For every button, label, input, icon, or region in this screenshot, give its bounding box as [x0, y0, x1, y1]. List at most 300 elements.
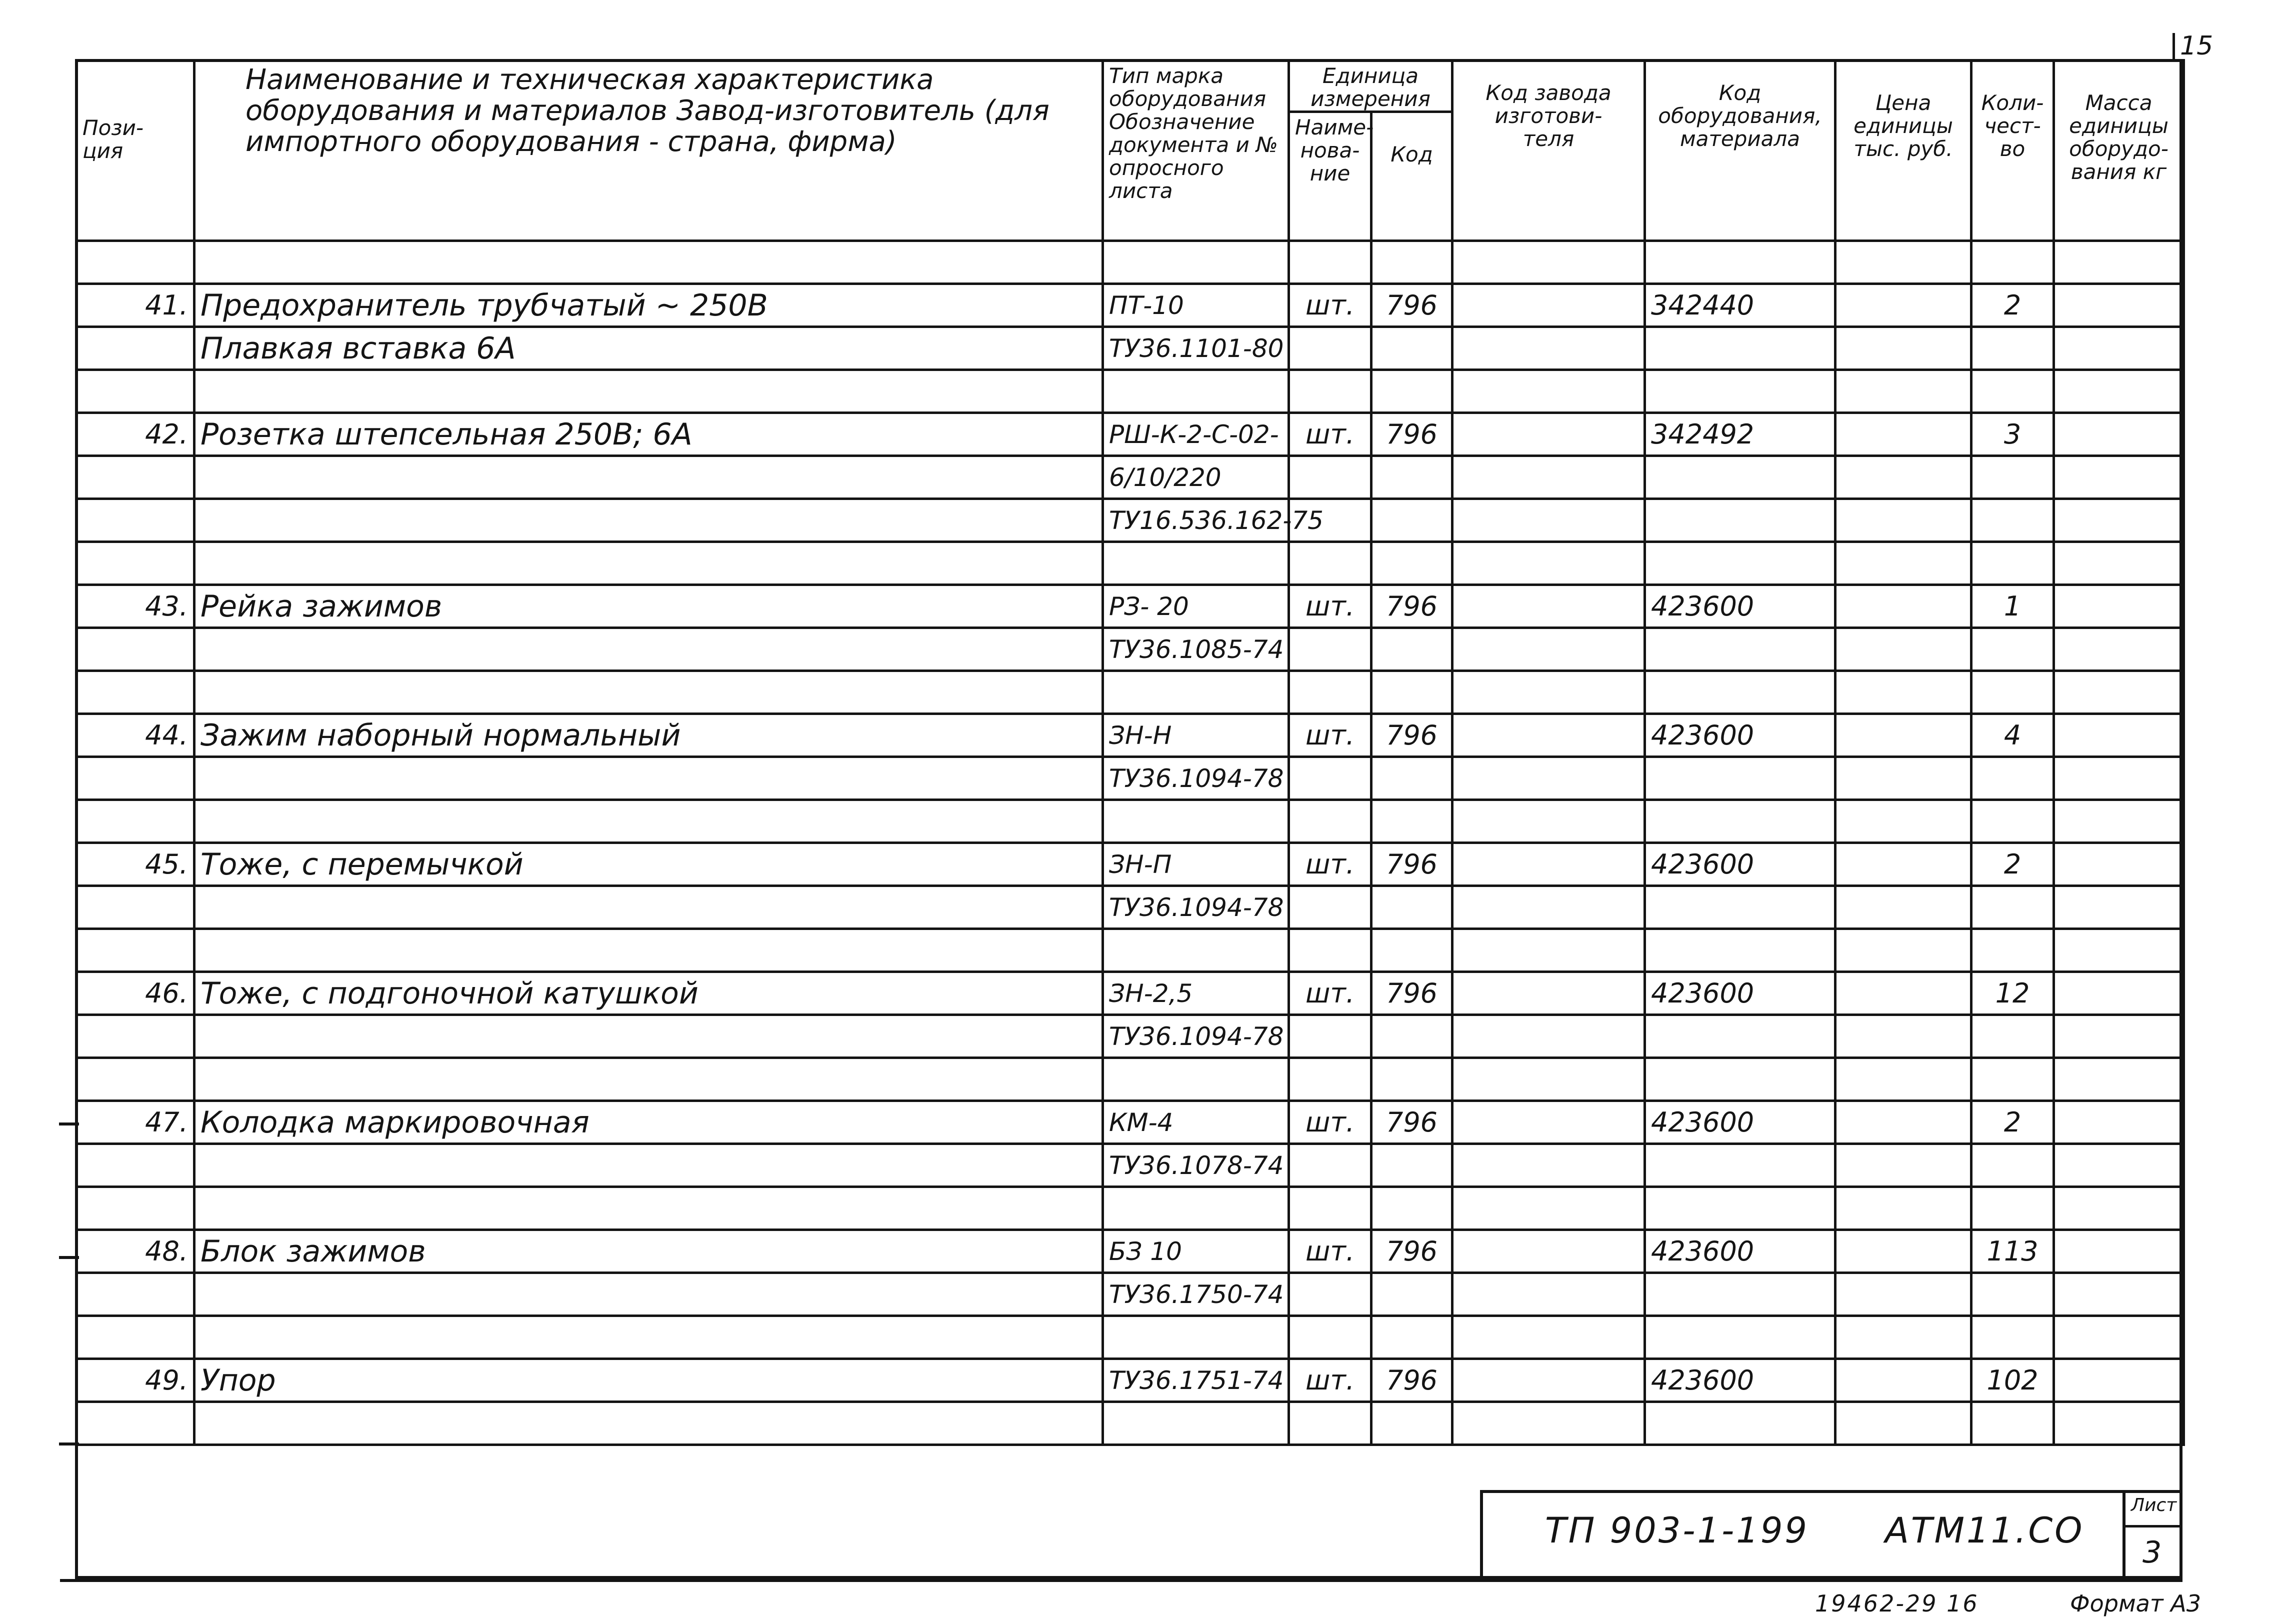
- row-type: [1103, 1316, 1289, 1359]
- row-plant-code: [1452, 1402, 1645, 1445]
- row-quantity: [1972, 499, 2054, 542]
- row-unit-code: [1372, 542, 1452, 585]
- row-type: ТУ36.1085-74: [1103, 628, 1289, 671]
- row-mass: [2054, 929, 2184, 972]
- header-type: Тип марка оборудования Обозначение документа и № опросного листа: [1103, 60, 1289, 241]
- row-mass: [2054, 972, 2184, 1015]
- row-price: [1836, 241, 1972, 284]
- row-type: 6/10/220: [1103, 456, 1289, 499]
- header-unit-name: Наиме- нова- ние: [1289, 112, 1372, 241]
- row-name: Розетка штепсельная 250В; 6А: [194, 413, 1103, 456]
- row-plant-code: [1452, 1316, 1645, 1359]
- table-row: [76, 1015, 2184, 1058]
- header-price: Цена единицы тыс. руб.: [1836, 60, 1972, 241]
- row-quantity: [1972, 1402, 2054, 1445]
- row-quantity: 2: [1972, 843, 2054, 886]
- row-mass: [2054, 757, 2184, 800]
- row-plant-code: [1452, 327, 1645, 370]
- row-unit-code: 796: [1372, 284, 1452, 327]
- row-price: [1836, 1058, 1972, 1101]
- row-mass: [2054, 1015, 2184, 1058]
- row-type: ТУ36.1094-78: [1103, 886, 1289, 929]
- row-quantity: [1972, 1316, 2054, 1359]
- row-plant-code: [1452, 671, 1645, 714]
- row-quantity: [1972, 800, 2054, 843]
- table-row: [76, 1101, 2184, 1144]
- row-name: [194, 1015, 1103, 1058]
- row-type: ТУ36.1094-78: [1103, 1015, 1289, 1058]
- row-type: ЗН-Н: [1103, 714, 1289, 757]
- format-label: Формат А3: [2070, 1590, 2201, 1617]
- row-price: [1836, 499, 1972, 542]
- row-quantity: [1972, 1273, 2054, 1316]
- row-material-code: [1645, 757, 1836, 800]
- row-position: 49.: [76, 1359, 194, 1402]
- row-position: [76, 671, 194, 714]
- row-mass: [2054, 671, 2184, 714]
- row-position: [76, 929, 194, 972]
- row-unit-code: 796: [1372, 585, 1452, 628]
- table-row: [76, 241, 2184, 284]
- row-quantity: [1972, 1187, 2054, 1230]
- row-unit-code: [1372, 1144, 1452, 1187]
- table-row: [76, 886, 2184, 929]
- table-row: [76, 370, 2184, 413]
- row-mass: [2054, 1144, 2184, 1187]
- row-mass: [2054, 499, 2184, 542]
- row-plant-code: [1452, 1273, 1645, 1316]
- row-material-code: [1645, 1402, 1836, 1445]
- row-type: ТУ36.1750-74: [1103, 1273, 1289, 1316]
- row-unit-name: [1289, 671, 1372, 714]
- row-price: [1836, 972, 1972, 1015]
- row-name: Блок зажимов: [194, 1230, 1103, 1273]
- row-price: [1836, 843, 1972, 886]
- row-unit-code: 796: [1372, 1101, 1452, 1144]
- row-unit-name: шт.: [1289, 1230, 1372, 1273]
- row-position: [76, 1273, 194, 1316]
- row-unit-name: шт.: [1289, 585, 1372, 628]
- row-quantity: [1972, 671, 2054, 714]
- row-type: ТУ36.1094-78: [1103, 757, 1289, 800]
- row-price: [1836, 1187, 1972, 1230]
- row-unit-name: шт.: [1289, 413, 1372, 456]
- row-name: [194, 542, 1103, 585]
- row-name: [194, 757, 1103, 800]
- row-price: [1836, 327, 1972, 370]
- row-unit-name: [1289, 800, 1372, 843]
- row-material-code: [1645, 241, 1836, 284]
- header-unit-code: Код: [1372, 112, 1452, 241]
- sheet-number: 3: [2142, 1535, 2162, 1570]
- row-quantity: 4: [1972, 714, 2054, 757]
- row-position: [76, 1187, 194, 1230]
- row-position: [76, 1058, 194, 1101]
- row-position: [76, 542, 194, 585]
- row-type: [1103, 1058, 1289, 1101]
- table-row: [76, 757, 2184, 800]
- row-unit-code: [1372, 1015, 1452, 1058]
- row-type: [1103, 929, 1289, 972]
- row-unit-code: [1372, 671, 1452, 714]
- row-price: [1836, 1015, 1972, 1058]
- row-price: [1836, 714, 1972, 757]
- row-position: [76, 327, 194, 370]
- row-material-code: 423600: [1645, 1359, 1836, 1402]
- row-unit-name: [1289, 1144, 1372, 1187]
- row-mass: [2054, 1359, 2184, 1402]
- row-position: 43.: [76, 585, 194, 628]
- row-type: [1103, 1187, 1289, 1230]
- sheet-label: Лист: [2131, 1495, 2177, 1516]
- row-material-code: [1645, 929, 1836, 972]
- table-row: [76, 413, 2184, 456]
- header-material-code: Код оборудования, материала: [1645, 60, 1836, 241]
- row-type: ТУ36.1078-74: [1103, 1144, 1289, 1187]
- row-position: 47.: [76, 1101, 194, 1144]
- row-mass: [2054, 1101, 2184, 1144]
- row-name: Упор: [194, 1359, 1103, 1402]
- specification-table: [75, 59, 2185, 1446]
- row-quantity: [1972, 1058, 2054, 1101]
- row-type: [1103, 542, 1289, 585]
- row-material-code: 423600: [1645, 1230, 1836, 1273]
- table-row: [76, 456, 2184, 499]
- row-unit-name: [1289, 886, 1372, 929]
- row-material-code: [1645, 671, 1836, 714]
- row-unit-code: [1372, 327, 1452, 370]
- row-price: [1836, 1273, 1972, 1316]
- row-price: [1836, 1144, 1972, 1187]
- table-row: [76, 1230, 2184, 1273]
- row-name: [194, 1058, 1103, 1101]
- row-name: [194, 456, 1103, 499]
- row-type: [1103, 370, 1289, 413]
- row-name: Зажим наборный нормальный: [194, 714, 1103, 757]
- row-material-code: [1645, 1144, 1836, 1187]
- row-plant-code: [1452, 1144, 1645, 1187]
- table-row: [76, 714, 2184, 757]
- row-plant-code: [1452, 499, 1645, 542]
- table-row: [76, 1402, 2184, 1445]
- row-unit-code: [1372, 1402, 1452, 1445]
- row-unit-name: [1289, 1187, 1372, 1230]
- row-position: [76, 886, 194, 929]
- table-row: [76, 1316, 2184, 1359]
- row-type: [1103, 1402, 1289, 1445]
- row-plant-code: [1452, 757, 1645, 800]
- row-unit-code: [1372, 628, 1452, 671]
- row-material-code: [1645, 800, 1836, 843]
- row-quantity: [1972, 241, 2054, 284]
- row-type: ЗН-2,5: [1103, 972, 1289, 1015]
- row-price: [1836, 800, 1972, 843]
- row-name: Плавкая вставка 6А: [194, 327, 1103, 370]
- row-quantity: [1972, 456, 2054, 499]
- row-plant-code: [1452, 585, 1645, 628]
- table-row: [76, 585, 2184, 628]
- row-position: [76, 757, 194, 800]
- row-name: Рейка зажимов: [194, 585, 1103, 628]
- row-price: [1836, 1359, 1972, 1402]
- row-position: 42.: [76, 413, 194, 456]
- row-price: [1836, 628, 1972, 671]
- row-name: [194, 1187, 1103, 1230]
- row-name: [194, 1402, 1103, 1445]
- margin-tick: [59, 1256, 79, 1259]
- row-price: [1836, 1230, 1972, 1273]
- table-row: [76, 1273, 2184, 1316]
- header-mass: Масса единицы оборудо- вания кг: [2054, 60, 2184, 241]
- row-mass: [2054, 800, 2184, 843]
- row-material-code: [1645, 886, 1836, 929]
- page-number: 15: [2180, 31, 2214, 61]
- margin-tick: [59, 1122, 79, 1126]
- row-plant-code: [1452, 1230, 1645, 1273]
- row-quantity: [1972, 327, 2054, 370]
- row-mass: [2054, 714, 2184, 757]
- row-material-code: [1645, 1015, 1836, 1058]
- header-plant-code: Код завода изготови- теля: [1452, 60, 1645, 241]
- row-material-code: [1645, 542, 1836, 585]
- row-plant-code: [1452, 241, 1645, 284]
- table-row: [76, 628, 2184, 671]
- row-quantity: [1972, 929, 2054, 972]
- table-row: [76, 671, 2184, 714]
- row-price: [1836, 671, 1972, 714]
- row-name: [194, 800, 1103, 843]
- table-row: [76, 1058, 2184, 1101]
- row-unit-name: [1289, 1316, 1372, 1359]
- row-quantity: 3: [1972, 413, 2054, 456]
- row-unit-name: шт.: [1289, 1359, 1372, 1402]
- row-price: [1836, 1101, 1972, 1144]
- row-quantity: [1972, 628, 2054, 671]
- row-name: [194, 929, 1103, 972]
- row-unit-name: [1289, 1273, 1372, 1316]
- row-material-code: [1645, 1058, 1836, 1101]
- row-name: Тоже, с перемычкой: [194, 843, 1103, 886]
- row-unit-name: шт.: [1289, 1101, 1372, 1144]
- row-type: [1103, 800, 1289, 843]
- table-row: [76, 972, 2184, 1015]
- row-type: ТУ16.536.162-75: [1103, 499, 1289, 542]
- row-quantity: 12: [1972, 972, 2054, 1015]
- row-unit-code: 796: [1372, 1359, 1452, 1402]
- row-price: [1836, 370, 1972, 413]
- row-unit-name: шт.: [1289, 714, 1372, 757]
- row-unit-code: 796: [1372, 972, 1452, 1015]
- row-quantity: [1972, 1144, 2054, 1187]
- row-unit-code: 796: [1372, 843, 1452, 886]
- row-quantity: [1972, 757, 2054, 800]
- row-mass: [2054, 1316, 2184, 1359]
- row-mass: [2054, 1187, 2184, 1230]
- row-unit-code: 796: [1372, 714, 1452, 757]
- row-mass: [2054, 1402, 2184, 1445]
- margin-tick: [59, 1442, 79, 1446]
- row-price: [1836, 585, 1972, 628]
- row-material-code: [1645, 1187, 1836, 1230]
- row-position: [76, 456, 194, 499]
- row-price: [1836, 886, 1972, 929]
- row-quantity: [1972, 542, 2054, 585]
- row-unit-code: [1372, 1187, 1452, 1230]
- table-row: [76, 284, 2184, 327]
- row-type: [1103, 241, 1289, 284]
- row-type: РШ-К-2-С-02-: [1103, 413, 1289, 456]
- row-unit-name: [1289, 456, 1372, 499]
- table-row: [76, 1187, 2184, 1230]
- inventory-number: 19462-29 16: [1815, 1590, 1979, 1617]
- row-plant-code: [1452, 843, 1645, 886]
- row-unit-name: [1289, 542, 1372, 585]
- row-quantity: 1: [1972, 585, 2054, 628]
- row-unit-code: [1372, 370, 1452, 413]
- page-number-tick: [2172, 33, 2175, 59]
- row-position: 44.: [76, 714, 194, 757]
- row-name: [194, 886, 1103, 929]
- row-unit-name: [1289, 241, 1372, 284]
- row-mass: [2054, 241, 2184, 284]
- row-material-code: [1645, 499, 1836, 542]
- row-name: [194, 628, 1103, 671]
- row-plant-code: [1452, 1015, 1645, 1058]
- row-quantity: [1972, 886, 2054, 929]
- row-name: [194, 1316, 1103, 1359]
- row-type: РЗ- 20: [1103, 585, 1289, 628]
- row-material-code: 423600: [1645, 972, 1836, 1015]
- table-row: [76, 1359, 2184, 1402]
- row-plant-code: [1452, 628, 1645, 671]
- table-row: [76, 1144, 2184, 1187]
- row-plant-code: [1452, 714, 1645, 757]
- row-type: ТУ36.1101-80: [1103, 327, 1289, 370]
- row-plant-code: [1452, 1359, 1645, 1402]
- table-row: [76, 499, 2184, 542]
- row-unit-name: [1289, 628, 1372, 671]
- table-row: [76, 929, 2184, 972]
- row-position: [76, 370, 194, 413]
- row-name: Предохранитель трубчатый ~ 250В: [194, 284, 1103, 327]
- row-plant-code: [1452, 284, 1645, 327]
- table-body: [76, 241, 2184, 1445]
- table-row: [76, 800, 2184, 843]
- row-unit-name: [1289, 1402, 1372, 1445]
- row-quantity: 113: [1972, 1230, 2054, 1273]
- row-type: ТУ36.1751-74: [1103, 1359, 1289, 1402]
- row-mass: [2054, 1273, 2184, 1316]
- row-quantity: 102: [1972, 1359, 2054, 1402]
- row-position: [76, 1144, 194, 1187]
- row-position: [76, 1316, 194, 1359]
- header-position: Пози- ция: [76, 60, 194, 241]
- row-unit-code: [1372, 929, 1452, 972]
- row-quantity: [1972, 1015, 2054, 1058]
- row-unit-code: 796: [1372, 413, 1452, 456]
- row-plant-code: [1452, 929, 1645, 972]
- row-unit-code: [1372, 456, 1452, 499]
- row-unit-name: шт.: [1289, 972, 1372, 1015]
- row-name: [194, 241, 1103, 284]
- row-material-code: [1645, 628, 1836, 671]
- row-type: БЗ 10: [1103, 1230, 1289, 1273]
- row-unit-code: [1372, 499, 1452, 542]
- row-name: [194, 671, 1103, 714]
- row-name: Колодка маркировочная: [194, 1101, 1103, 1144]
- row-position: 45.: [76, 843, 194, 886]
- row-price: [1836, 757, 1972, 800]
- row-unit-name: шт.: [1289, 843, 1372, 886]
- row-price: [1836, 413, 1972, 456]
- row-unit-name: шт.: [1289, 284, 1372, 327]
- row-material-code: 342492: [1645, 413, 1836, 456]
- table-row: [76, 327, 2184, 370]
- row-material-code: [1645, 1316, 1836, 1359]
- row-plant-code: [1452, 800, 1645, 843]
- row-unit-code: [1372, 1058, 1452, 1101]
- row-plant-code: [1452, 1187, 1645, 1230]
- row-mass: [2054, 542, 2184, 585]
- row-unit-name: [1289, 1015, 1372, 1058]
- row-plant-code: [1452, 886, 1645, 929]
- header-name: Наименование и техническая характеристика оборудования и материалов Завод-изготовитель (для импортного оборудования - страна, фирма): [194, 60, 1103, 241]
- row-mass: [2054, 843, 2184, 886]
- row-unit-name: [1289, 757, 1372, 800]
- table-row: [76, 542, 2184, 585]
- row-mass: [2054, 1058, 2184, 1101]
- row-quantity: [1972, 370, 2054, 413]
- row-plant-code: [1452, 456, 1645, 499]
- row-position: [76, 499, 194, 542]
- row-material-code: 423600: [1645, 1101, 1836, 1144]
- row-position: [76, 1402, 194, 1445]
- row-mass: [2054, 327, 2184, 370]
- row-unit-name: [1289, 1058, 1372, 1101]
- row-position: 41.: [76, 284, 194, 327]
- row-position: [76, 1015, 194, 1058]
- row-unit-code: [1372, 757, 1452, 800]
- row-type: КМ-4: [1103, 1101, 1289, 1144]
- document-number: ТП 903-1-199: [1545, 1510, 1809, 1551]
- row-position: 46.: [76, 972, 194, 1015]
- row-unit-name: [1289, 370, 1372, 413]
- row-plant-code: [1452, 1058, 1645, 1101]
- row-position: [76, 241, 194, 284]
- row-plant-code: [1452, 972, 1645, 1015]
- row-unit-code: [1372, 1316, 1452, 1359]
- row-position: [76, 628, 194, 671]
- row-price: [1836, 542, 1972, 585]
- row-price: [1836, 1316, 1972, 1359]
- row-plant-code: [1452, 370, 1645, 413]
- row-name: [194, 370, 1103, 413]
- row-name: [194, 1144, 1103, 1187]
- header-unit-group: Единица измерения: [1289, 60, 1452, 112]
- row-position: [76, 800, 194, 843]
- sheet-box-divider: [2122, 1525, 2182, 1528]
- row-unit-code: 796: [1372, 1230, 1452, 1273]
- row-name: [194, 499, 1103, 542]
- row-material-code: 423600: [1645, 714, 1836, 757]
- row-price: [1836, 456, 1972, 499]
- row-unit-code: [1372, 241, 1452, 284]
- bottom-border: [60, 1579, 2182, 1582]
- row-price: [1836, 1402, 1972, 1445]
- row-quantity: 2: [1972, 1101, 2054, 1144]
- row-name: Тоже, с подгоночной катушкой: [194, 972, 1103, 1015]
- header-quantity: Коли- чест- во: [1972, 60, 2054, 241]
